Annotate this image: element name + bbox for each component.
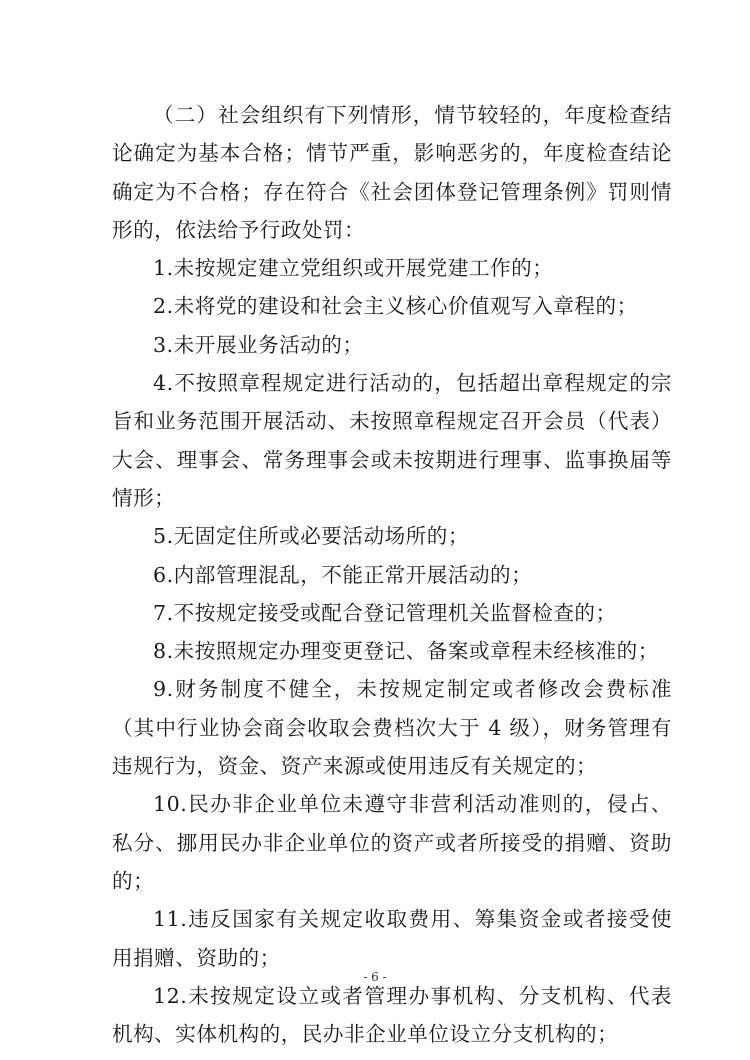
list-item-7: 7.不按规定接受或配合登记管理机关监督检查的； (153, 600, 617, 625)
list-item-3: 3.未开展业务活动的； (153, 332, 364, 357)
list-item-2: 2.未将党的建设和社会主义核心价值观写入章程的； (153, 294, 638, 319)
document-body (112, 96, 672, 1053)
list-item-1: 1.未按规定建立党组织或开展党建工作的； (153, 256, 554, 281)
list-item-12: 12.未按规定设立或者管理办事机构、分支机构、代表机构、实体机构的，民办非企业单位设立分支机构的； (112, 983, 672, 1047)
section-intro-paragraph: （二）社会组织有下列情形，情节较轻的，年度检查结论确定为基本合格；情节严重，影响恶劣的，年度检查结论确定为不合格；存在符合《社会团体登记管理条例》罚则情形的，依法给予行政处罚： (112, 103, 672, 242)
list-item-8: 8.未按照规定办理变更登记、备案或章程未经核准的； (153, 639, 659, 664)
page-number: - 6 - (363, 970, 387, 984)
list-item-10: 10.民办非企业单位未遵守非营利活动准则的，侵占、私分、挪用民办非企业单位的资产或者所接受的捐赠、资助的； (112, 792, 672, 893)
list-item-11: 11.违反国家有关规定收取费用、筹集资金或者接受使用捐赠、资助的； (112, 907, 672, 970)
list-item-6: 6.内部管理混乱，不能正常开展活动的； (153, 562, 533, 587)
list-item-9: 9.财务制度不健全，未按规定制定或者修改会费标准（其中行业协会商会收取会费档次大于 4 级），财务管理有违规行为，资金、资产来源或使用违反有关规定的； (112, 677, 672, 779)
list-item-4: 4.不按照章程规定进行活动的，包括超出章程规定的宗旨和业务范围开展活动、未按照章程规定召开会员（代表）大会、理事会、常务理事会或未按期进行理事、监事换届等情形； (112, 371, 672, 510)
list-item-5: 5.无固定住所或必要活动场所的； (153, 524, 469, 549)
